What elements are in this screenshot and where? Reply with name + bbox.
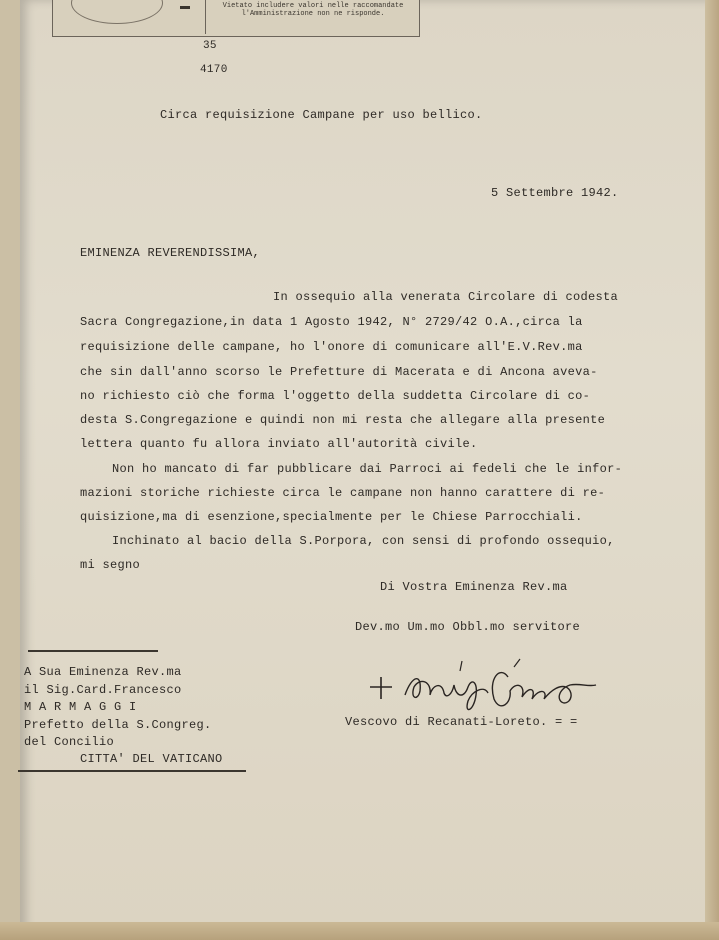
recipient-bottom-rule: [18, 770, 246, 772]
body-p3-line-2: mi segno: [80, 558, 141, 572]
recipient-line-3: M A R M A G G I: [24, 700, 137, 714]
subject-line: Circa requisizione Campane per uso bellico.: [160, 108, 483, 122]
body-p1-line-3: requisizione delle campane, ho l'onore di comunicare all'E.V.Rev.ma: [80, 340, 583, 354]
recipient-line-1: A Sua Eminenza Rev.ma: [24, 665, 182, 679]
recipient-line-2: il Sig.Card.Francesco: [24, 683, 182, 697]
closing-line-2: Dev.mo Um.mo Obbl.mo servitore: [355, 620, 581, 634]
stamp-text: [213, 2, 413, 18]
protocol-number-top: 35: [203, 40, 217, 52]
body-p1-line-5: no richiesto ciò che forma l'oggetto della suddetta Circolare di co-: [80, 389, 591, 403]
recipient-top-rule: [28, 650, 158, 652]
body-p1-line-1: In ossequio alla venerata Circolare di codesta: [273, 290, 619, 304]
closing-line-1: Di Vostra Eminenza Rev.ma: [380, 580, 568, 594]
postal-stamp: [52, 0, 420, 37]
body-p1-line-6: desta S.Congregazione e quindi non mi resta che allegare alla presente: [80, 413, 606, 427]
recipient-line-5: del Concilio: [24, 735, 115, 749]
paper-edge: [705, 0, 719, 940]
signatory-title: Vescovo di Recanati-Loreto. = =: [345, 715, 578, 729]
protocol-number-bottom: 4170: [200, 64, 228, 76]
stamp-line-2: l'Amministrazione non ne risponde.: [241, 10, 385, 18]
body-p2-line-2: mazioni storiche richieste circa le campane non hanno carattere di re-: [80, 486, 606, 500]
stamp-divider: [205, 0, 206, 34]
recipient-line-4: Prefetto della S.Congreg.: [24, 718, 212, 732]
desk-surface: [0, 922, 719, 940]
body-p1-line-4: che sin dall'anno scorso le Prefetture di Macerata e di Ancona aveva-: [80, 365, 598, 379]
body-p3-line-1: Inchinato al bacio della S.Porpora, con sensi di profondo ossequio,: [112, 534, 615, 548]
stamp-line-1: Vietato includere valori nelle raccomandate: [222, 2, 404, 10]
recipient-line-6: CITTA' DEL VATICANO: [80, 752, 223, 766]
stamp-seal: [71, 0, 163, 24]
body-p2-line-1: Non ho mancato di far pubblicare dai Parroci ai fedeli che le infor-: [112, 462, 623, 476]
body-p1-line-2: Sacra Congregazione,in data 1 Agosto 1942, N° 2729/42 O.A.,circa la: [80, 315, 583, 329]
letter-date: 5 Settembre 1942.: [491, 186, 619, 200]
body-p1-line-7: lettera quanto fu allora inviato all'autorità civile.: [80, 437, 478, 451]
stamp-dash: [180, 6, 190, 9]
body-p2-line-3: quisizione,ma di esenzione,specialmente per le Chiese Parrocchiali.: [80, 510, 583, 524]
salutation: EMINENZA REVERENDISSIMA,: [80, 246, 261, 260]
